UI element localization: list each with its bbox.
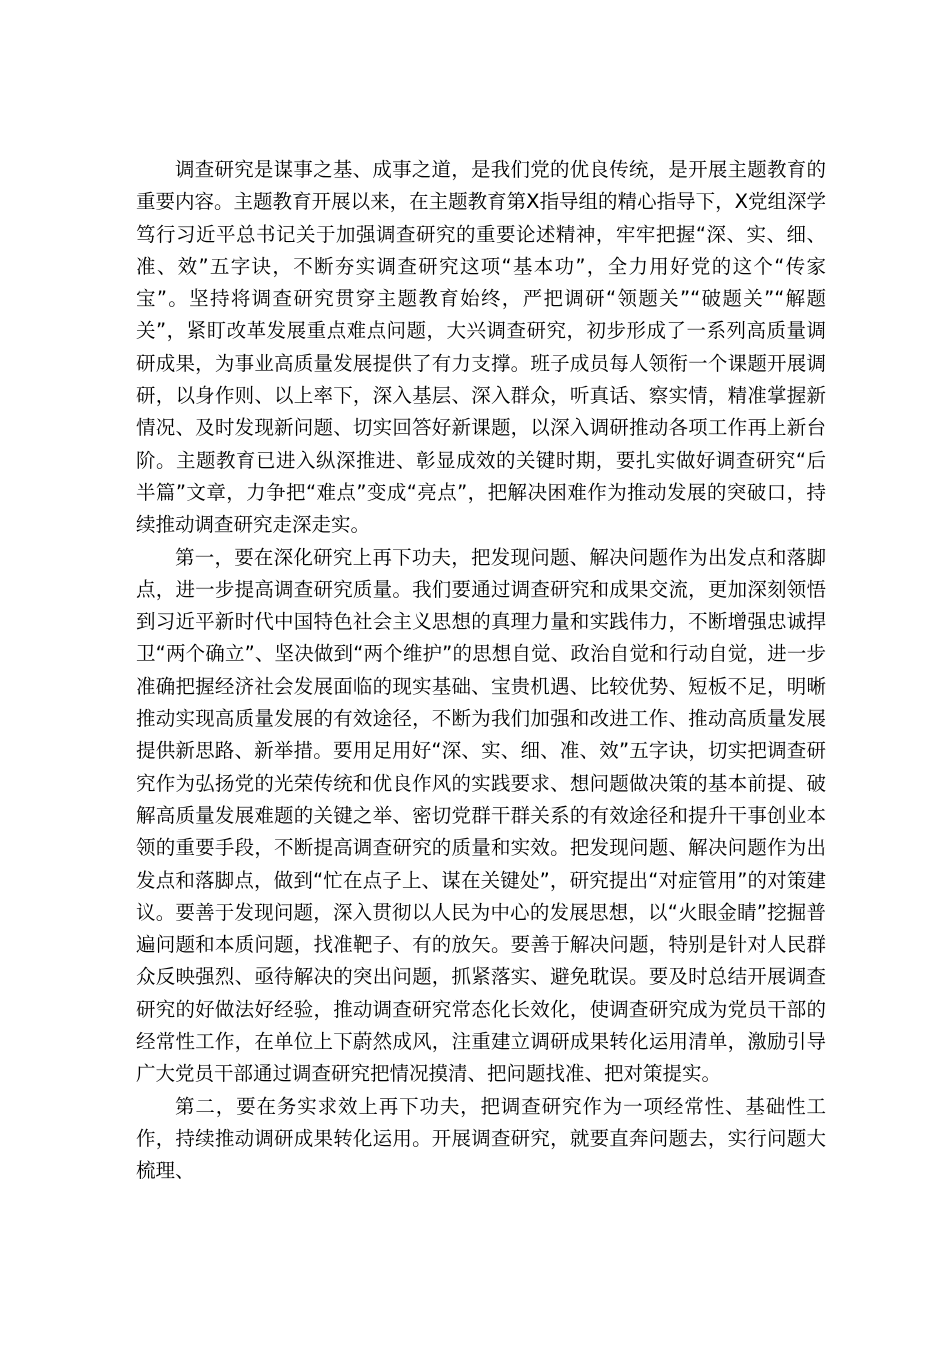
paragraph-first-point: 第一，要在深化研究上再下功夫，把发现问题、解决问题作为出发点和落脚点，进一步提高调查研究质量。我们要通过调查研究和成果交流，更加深刻领悟到习近平新时代中国特色社会主义思想的真理力量和实践伟力，不断增强忠诚捍卫“两个确立”、坚决做到“两个维护”的思想自觉、政治自觉和行动自觉，进一步准确把握经济社会发展面临的现实基础、宝贵机遇、比较优势、短板不足，明晰推动实现高质量发展的有效途径，不断为我们加强和改进工作、推动高质量发展提供新思路、新举措。要用足用好“深、实、细、准、效”五字诀，切实把调查研究作为弘扬党的光荣传统和优良作风的实践要求、想问题做决策的基本前提、破解高质量发展难题的关键之举、密切党群干群关系的有效途径和提升干事创业本领的重要手段，不断提高调查研究的质量和实效。把发现问题、解决问题作为出发点和落脚点，做到“忙在点子上、谋在关键处”，研究提出“对症管用”的对策建议。要善于发现问题，深入贯彻以人民为中心的发展思想，以“火眼金睛”挖掘普遍问题和本质问题，找准靶子、有的放矢。要善于解决问题，特别是针对人民群众反映强烈、亟待解决的突出问题，抓紧落实、避免耽误。要及时总结开展调查研究的好做法好经验，推动调查研究常态化长效化，使调查研究成为党员干部的经常性工作，在单位上下蔚然成风，注重建立调研成果转化运用清单，激励引导广大党员干部通过调查研究把情况摸清、把问题找准、把对策提实。 [136, 545, 826, 1086]
document-body [136, 154, 826, 1188]
paragraph-second-point: 第二，要在务实求效上再下功夫，把调查研究作为一项经常性、基础性工作，持续推动调研成果转化运用。开展调查研究，就要直奔问题去，实行问题大梳理、 [136, 1094, 826, 1183]
paragraph-intro: 调查研究是谋事之基、成事之道，是我们党的优良传统，是开展主题教育的重要内容。主题教育开展以来，在主题教育第X指导组的精心指导下，X党组深学笃行习近平总书记关于加强调查研究的重要论述精神，牢牢把握“深、实、细、准、效”五字诀，不断夯实调查研究这项“基本功”，全力用好党的这个“传家宝”。坚持将调查研究贯穿主题教育始终，严把调研“领题关”“破题关”“解题关”，紧盯改革发展重点难点问题，大兴调查研究，初步形成了一系列高质量调研成果，为事业高质量发展提供了有力支撑。班子成员每人领衔一个课题开展调研，以身作则、以上率下，深入基层、深入群众，听真话、察实情，精准掌握新情况、及时发现新问题、切实回答好新课题，以深入调研推动各项工作再上新台阶。主题教育已进入纵深推进、彰显成效的关键时期，要扎实做好调查研究“后半篇”文章，力争把“难点”变成“亮点”，把解决困难作为推动发展的突破口，持续推动调查研究走深走实。 [136, 158, 826, 537]
